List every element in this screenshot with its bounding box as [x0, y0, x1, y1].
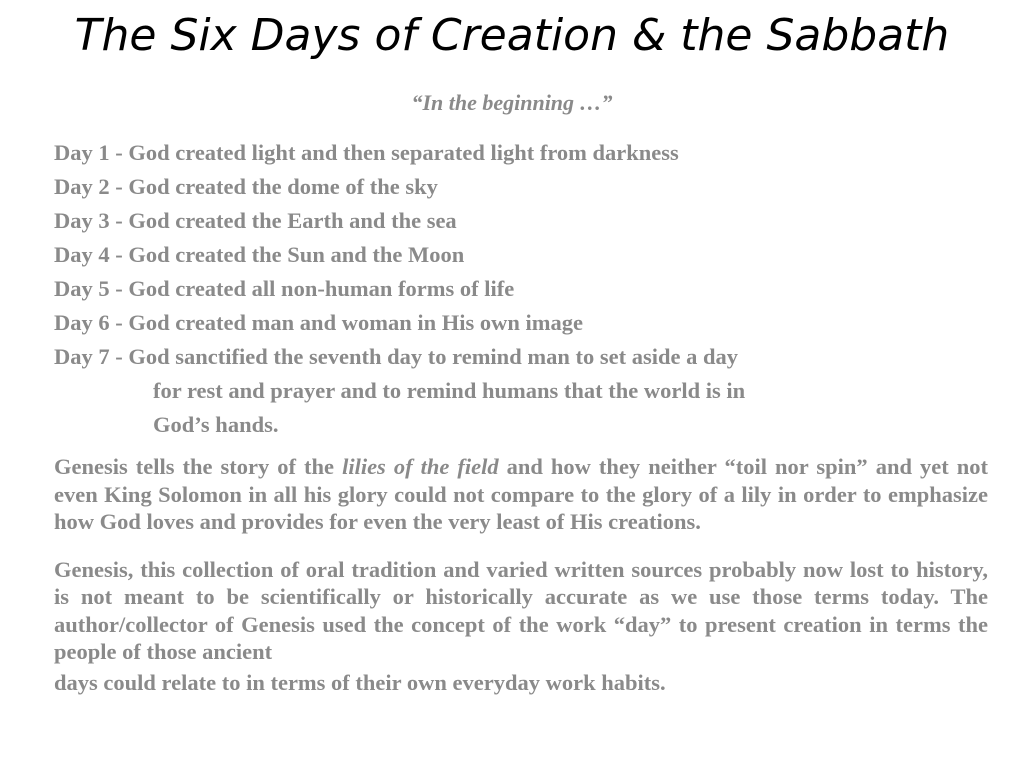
day-6-item: Day 6 - God created man and woman in His own image: [54, 310, 583, 335]
day-3-item: Day 3 - God created the Earth and the sea: [54, 208, 457, 233]
day-2-item: Day 2 - God created the dome of the sky: [54, 174, 438, 199]
day-7-continuation-line-1: for rest and prayer and to remind humans that the world is in: [153, 378, 746, 403]
creation-days-list: [54, 136, 988, 442]
slide-body: [54, 136, 988, 700]
day-7-continuation-line-2: God’s hands.: [153, 412, 279, 437]
lilies-paragraph-rest: and how they neither “toil nor spin” and yet not even King Solomon in all his glory could not compare to the glory of a lily in order to emphasize how God loves and provides for even the very least of His creations.: [54, 454, 988, 534]
genesis-paragraph-text: Genesis, this collection of oral tradition and varied written sources probably now lost to history, is not meant to be scientifically or historically accurate as we use those terms today. The author/collector of Genesis used the concept of the work “day” to present creation in terms the people of those ancient: [54, 556, 988, 664]
day-7-item: Day 7 - God sanctified the seventh day to remind man to set aside a day: [54, 344, 738, 369]
slide-subtitle: “In the beginning …”: [411, 90, 613, 115]
lilies-of-the-field-emphasis: lilies of the field: [342, 454, 499, 479]
day-1-item: Day 1 - God created light and then separated light from darkness: [54, 140, 679, 165]
genesis-paragraph: [54, 556, 988, 666]
lilies-paragraph: [54, 453, 988, 536]
slide-title: The Six Days of Creation & the Sabbath: [74, 10, 950, 61]
lilies-paragraph-lead: Genesis tells the story of the: [54, 454, 343, 479]
day-4-item: Day 4 - God created the Sun and the Moon: [54, 242, 465, 267]
genesis-paragraph-last-line: days could relate to in terms of their own everyday work habits.: [54, 669, 666, 695]
day-5-item: Day 5 - God created all non-human forms of life: [54, 276, 515, 301]
